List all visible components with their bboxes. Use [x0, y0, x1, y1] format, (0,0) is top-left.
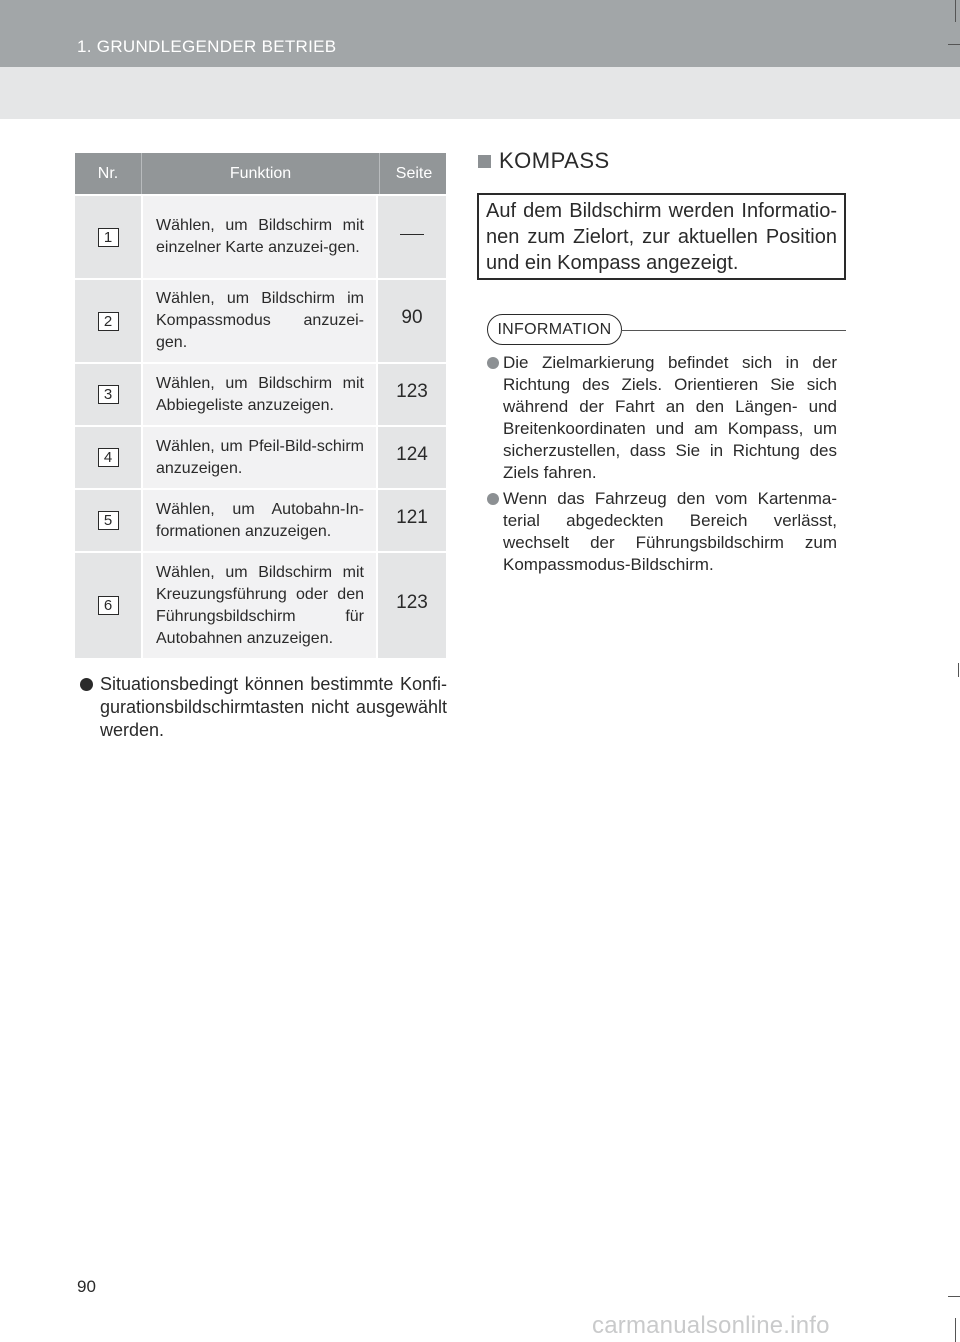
row-number-box: 2 [98, 312, 119, 331]
header-band [0, 0, 960, 67]
col-header-nr: Nr. [97, 165, 119, 182]
kompass-heading-text: KOMPASS [499, 148, 610, 173]
row-number-box: 5 [98, 511, 119, 530]
left-note [80, 673, 447, 742]
row-function: Wählen, um Bildschirm mit Kreuzungsführung oder den Führungsbildschirm für Autobahnen anzuzeigen. [156, 563, 364, 647]
col-header-seite: Seite [395, 165, 433, 182]
table-row [75, 194, 446, 278]
bullet-icon [487, 493, 499, 505]
left-note-text: Situationsbedingt können bestimmte Konfi-gurationsbildschirmtasten nicht ausgewählt werden. [100, 674, 447, 740]
bullet-icon [487, 357, 499, 369]
crop-mark [948, 44, 960, 45]
row-function: Wählen, um Bildschirm mit Abbiegeliste anzuzeigen. [156, 374, 364, 414]
row-number-box: 4 [98, 448, 119, 467]
crop-mark [955, 1318, 956, 1342]
row-function: Wählen, um Bildschirm im Kompassmodus anzuzei-gen. [156, 290, 364, 351]
crop-mark [958, 663, 959, 677]
bullet-icon [80, 678, 93, 691]
page-number: 90 [77, 1277, 96, 1296]
dash-icon [400, 234, 424, 235]
information-label: INFORMATION [487, 314, 622, 345]
row-function: Wählen, um Bildschirm mit einzelner Karte anzuzei-gen. [156, 217, 364, 256]
row-page: 123 [396, 591, 428, 613]
col-header-funktion: Funktion [141, 153, 380, 194]
kompass-heading [478, 148, 610, 174]
table-row [75, 425, 446, 488]
row-number-box: 6 [98, 596, 119, 615]
header-subband [0, 67, 960, 119]
table-row [75, 278, 446, 362]
crop-mark [955, 0, 956, 22]
information-list [487, 352, 837, 580]
crop-mark [948, 1296, 960, 1297]
row-page: 123 [396, 380, 428, 402]
table-row [75, 551, 446, 658]
row-function: Wählen, um Autobahn-In-formationen anzuzeigen. [156, 500, 364, 540]
row-number-box: 1 [98, 228, 119, 247]
row-page: 121 [396, 506, 428, 528]
square-bullet-icon [478, 155, 491, 168]
row-function: Wählen, um Pfeil-Bild-schirm anzuzeigen. [156, 437, 364, 477]
function-table [75, 153, 446, 658]
kompass-description-box: Auf dem Bildschirm werden Informatio-nen zum Zielort, zur aktuellen Position und ein Kompass angezeigt. [477, 193, 846, 280]
row-page: 90 [401, 307, 423, 328]
table-row [75, 488, 446, 551]
watermark: carmanualsonline.info [592, 1312, 830, 1339]
row-number-box: 3 [98, 385, 119, 404]
table-row [75, 362, 446, 425]
row-page: 124 [396, 443, 428, 465]
information-item-text: Die Zielmarkierung befindet sich in der Richtung des Ziels. Orientieren Sie sich während der Fahrt an den Längen- und Breitenkoordinaten und am Kompass, um sicherzustellen, dass Sie in Richtung des Ziels fahren. [503, 353, 837, 482]
list-item [487, 488, 837, 576]
section-title: 1. GRUNDLEGENDER BETRIEB [77, 37, 337, 56]
table-header [75, 153, 446, 194]
list-item [487, 352, 837, 484]
information-item-text: Wenn das Fahrzeug den vom Kartenma-terial abgedeckten Bereich verlässt, wechselt der Führungsbildschirm zum Kompassmodus-Bildschirm. [503, 489, 837, 574]
information-divider [621, 330, 846, 331]
